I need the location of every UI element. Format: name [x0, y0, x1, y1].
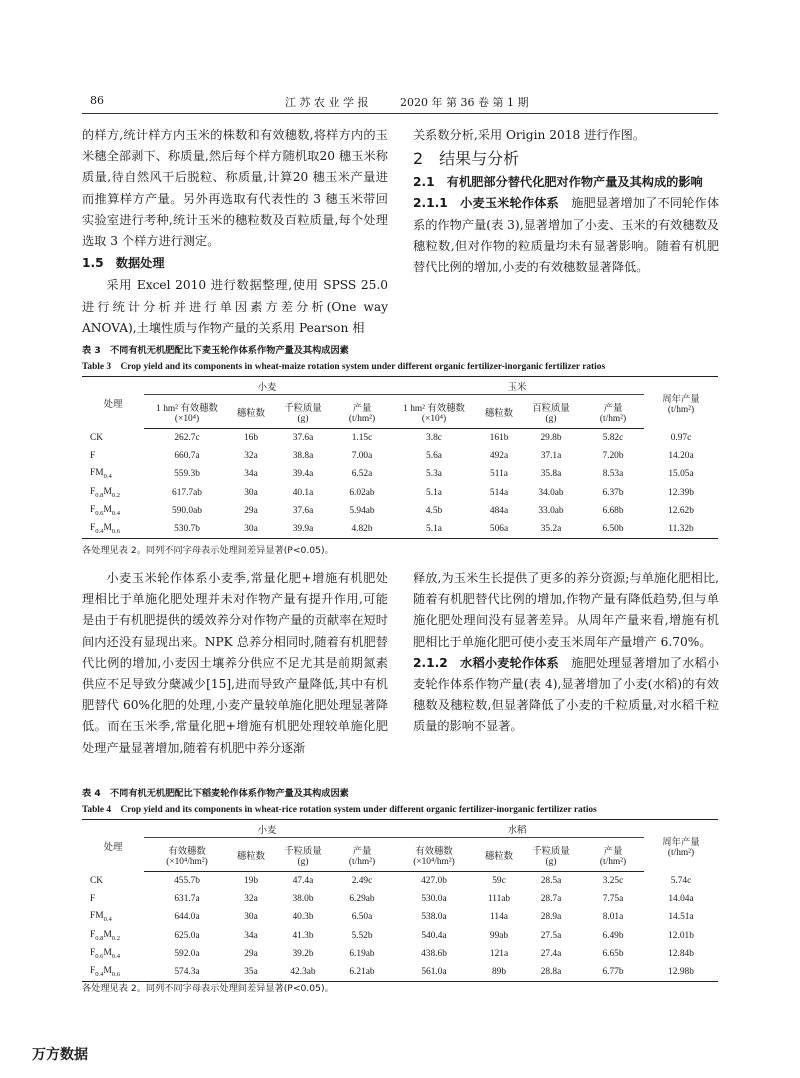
data-cell: 559.3b — [174, 469, 200, 480]
data-cell: 32a — [244, 893, 258, 904]
data-cell: 455.7b — [174, 875, 200, 886]
table3-body — [82, 429, 718, 539]
table-row — [82, 945, 718, 963]
table-4 — [82, 819, 718, 982]
left-column-upper — [82, 125, 388, 339]
data-cell: 19b — [243, 875, 259, 886]
data-cell: 14.20a — [668, 450, 694, 461]
data-cell: 12.98b — [644, 963, 718, 981]
left-column-lower — [82, 568, 388, 759]
table-3 — [82, 376, 718, 539]
treatment-cell: $FM_{0.4}$ — [90, 468, 112, 481]
data-cell: 6.65b — [602, 948, 624, 959]
data-cell: 506a — [478, 520, 520, 538]
treatment-cell: F — [90, 450, 96, 461]
col-header: 有效穗数 (×10⁴/hm²) — [390, 838, 478, 872]
data-cell: 8.01a — [602, 912, 624, 923]
data-cell: 514a — [489, 487, 509, 498]
data-cell: 34a — [244, 469, 258, 480]
data-cell: 89b — [478, 963, 520, 981]
data-cell: 35.2a — [520, 520, 582, 538]
treatment-cell: CK — [90, 432, 104, 443]
data-cell: 37.1a — [540, 450, 562, 461]
table3-caption-en: Table 3 Crop yield and its components in wheat-maize rotation system under different organic fertilizer-inorganic fertilizer ratios — [82, 362, 606, 372]
data-cell: 37.6a — [292, 432, 314, 443]
col-header: 产量 (t/hm²) — [334, 838, 390, 872]
data-cell: 6.37b — [602, 487, 624, 498]
table-row — [82, 502, 718, 520]
treatment-cell: $F_{0.4}M_{0.6}$ — [82, 963, 144, 981]
data-cell: 27.5a — [540, 930, 562, 941]
data-cell: 114a — [490, 912, 508, 923]
col-header: 千粒质量 (g) — [520, 838, 582, 872]
data-cell: 6.21ab — [334, 963, 390, 981]
col-header: 产量 (t/hm²) — [582, 395, 644, 429]
data-cell: 29a — [244, 948, 258, 959]
col-header: 产量 (t/hm²) — [582, 838, 644, 872]
col-header-annual: 周年产量 (t/hm²) — [644, 377, 718, 429]
data-cell: 32a — [244, 450, 258, 461]
data-cell: 5.52b — [351, 930, 373, 941]
table3-caption-cn: 表 3 不同有机无机肥配比下麦玉轮作体系作物产量及其构成因素 — [82, 345, 349, 356]
data-cell: 29.8b — [540, 432, 562, 443]
data-cell: 3.8c — [426, 432, 442, 443]
data-cell: 484a — [489, 505, 509, 516]
treatment-cell: $F_{0.8}M_{0.2}$ — [90, 486, 121, 499]
col-header: 穗粒数 — [478, 838, 520, 872]
data-cell: 59c — [492, 875, 506, 886]
treatment-cell: F — [90, 893, 96, 904]
col-header: 产量 (t/hm²) — [334, 395, 390, 429]
data-cell: 6.68b — [602, 505, 624, 516]
data-cell: 4.82b — [334, 520, 390, 538]
group-header-wheat: 小麦 — [144, 377, 390, 395]
data-cell: 34.0ab — [538, 487, 564, 498]
table-row — [82, 926, 718, 944]
table-row — [82, 447, 718, 465]
data-cell: 99ab — [489, 930, 509, 941]
col-header: 千粒质量 (g) — [272, 838, 334, 872]
data-cell: 660.7a — [174, 450, 200, 461]
data-cell: 35a — [230, 963, 272, 981]
col-header-annual: 周年产量 (t/hm²) — [644, 820, 718, 872]
data-cell: 6.29ab — [349, 893, 375, 904]
data-cell: 5.6a — [426, 450, 442, 461]
col-header: 有效穗数 (×10⁴/hm²) — [144, 838, 230, 872]
col-header: 1 hm² 有效穗数 (×10⁴) — [390, 395, 478, 429]
section-heading-2-1: 2.1 有机肥部分替代化肥对作物产量及其构成的影响 — [413, 175, 703, 190]
data-cell: 38.8a — [292, 450, 314, 461]
data-cell: 8.53a — [602, 469, 624, 480]
table4-caption-cn: 表 4 不同有机无机肥配比下稻麦轮作体系作物产量及其构成因素 — [82, 788, 349, 799]
section-heading-2-1-1: 2.1.1 小麦玉米轮作体系 — [413, 196, 559, 211]
data-cell: 39.4a — [292, 469, 314, 480]
data-cell: 7.20b — [602, 450, 624, 461]
paragraph: 关系数分析,采用 Origin 2018 进行作图。 — [413, 128, 646, 142]
data-cell: 590.0ab — [172, 505, 202, 516]
table-row — [82, 429, 718, 447]
data-cell: 40.3b — [292, 912, 314, 923]
data-cell: 2.49c — [351, 875, 373, 886]
data-cell: 5.1a — [426, 487, 442, 498]
data-cell: 625.0a — [174, 930, 200, 941]
data-cell: 530.7b — [144, 520, 230, 538]
data-cell: 538.0a — [421, 912, 447, 923]
paragraph: 释放,为玉米生长提供了更多的养分资源;与单施化肥相比,随着有机肥替代比例的增加,作物产量有降低趋势,但与单施化肥处理间没有显著差异。从周年产量来看,增施有机肥相比于单施化肥可使小麦玉米周年产量增产 6.70%。 — [413, 571, 719, 649]
data-cell: 262.7c — [174, 432, 200, 443]
data-cell: 7.75a — [602, 893, 624, 904]
col-header-treatment: 处理 — [82, 820, 144, 872]
data-cell: 11.32b — [644, 520, 718, 538]
data-cell: 438.6b — [421, 948, 447, 959]
header-rule — [82, 113, 718, 114]
data-cell: 39.9a — [272, 520, 334, 538]
col-header: 千粒质量 (g) — [272, 395, 334, 429]
data-cell: 6.50a — [351, 912, 373, 923]
data-cell: 4.5b — [425, 505, 443, 516]
col-header: 穗粒数 — [230, 838, 272, 872]
journal-issue: 2020 年 第 36 卷 第 1 期 — [400, 96, 529, 109]
data-cell: 5.94ab — [349, 505, 375, 516]
treatment-cell: $F_{0.6}M_{0.4}$ — [90, 947, 121, 960]
data-cell: 27.4a — [540, 948, 562, 959]
data-cell: 47.4a — [292, 875, 314, 886]
data-cell: 574.3a — [144, 963, 230, 981]
data-cell: 14.04a — [668, 893, 694, 904]
data-cell: 7.00a — [351, 450, 373, 461]
data-cell: 12.62b — [668, 505, 694, 516]
data-cell: 617.7ab — [172, 487, 202, 498]
data-cell: 5.82c — [602, 432, 624, 443]
right-column-lower — [413, 568, 719, 738]
table-row — [82, 872, 718, 890]
data-cell: 34a — [244, 930, 258, 941]
col-header-treatment: 处理 — [82, 377, 144, 429]
table-row — [82, 483, 718, 501]
data-cell: 540.4a — [421, 930, 447, 941]
table-row — [82, 465, 718, 483]
group-header-maize: 玉米 — [390, 377, 644, 395]
paragraph: 小麦玉米轮作体系小麦季,常量化肥+增施有机肥处理相比于单施化肥处理并未对作物产量有提升作用,可能是由于有机肥提供的缓效养分对作物产量的贡献率在短时间内还没有显现出来。NPK 总养分相同时,随着有机肥替代比例的增加,小麦因土壤养分供应不足尤其是前期氮素供应不足导致分蘖减少[15],进而导致产量降低,其中有机肥替代 60%化肥的处理,小麦产量较单施化肥处理显著降低。而在玉米季,常量化肥+增施有机肥处理较单施化肥处理产量显著增加,随着有机肥中养分逐渐 — [82, 571, 388, 755]
data-cell: 427.0b — [421, 875, 447, 886]
section-heading-1-5: 1.5 数据处理 — [82, 256, 165, 271]
data-cell: 30a — [244, 487, 258, 498]
data-cell: 492a — [489, 450, 509, 461]
table-row — [82, 890, 718, 908]
col-header: 穗粒数 — [230, 395, 272, 429]
paragraph: 施肥处理显著增加了水稻小麦轮作体系作物产量(表 4),显著增加了小麦(水稻)的有效穗数及穗粒数,但显著降低了小麦的千粒质量,对水稻千粒质量的影响不显著。 — [413, 655, 720, 734]
data-cell: 561.0a — [390, 963, 478, 981]
section-heading-2: 2 结果与分析 — [413, 149, 520, 169]
treatment-cell: $F_{0.6}M_{0.4}$ — [90, 504, 121, 517]
table3-note: 各处理见表 2。同列不同字母表示处理间差异显著(P<0.05)。 — [82, 545, 334, 556]
data-cell: 37.6a — [292, 505, 314, 516]
data-cell: 39.2b — [292, 948, 314, 959]
page-number: 86 — [90, 94, 104, 107]
data-cell: 41.3b — [292, 930, 314, 941]
data-cell: 631.7a — [174, 893, 200, 904]
table4-body — [82, 872, 718, 982]
data-cell: 6.52a — [351, 469, 373, 480]
data-cell: 6.49b — [602, 930, 624, 941]
data-cell: 121a — [489, 948, 509, 959]
data-cell: 511a — [490, 469, 508, 480]
col-header: 1 hm² 有效穗数 (×10⁴) — [144, 395, 230, 429]
treatment-cell: $F_{0.4}M_{0.6}$ — [82, 520, 144, 538]
data-cell: 3.25c — [602, 875, 624, 886]
data-cell: 1.15c — [351, 432, 373, 443]
data-cell: 30a — [230, 520, 272, 538]
journal-name: 江 苏 农 业 学 报 — [285, 96, 369, 109]
table-row — [82, 520, 718, 538]
col-header: 穗粒数 — [478, 395, 520, 429]
data-cell: 5.3a — [426, 469, 442, 480]
table-row — [82, 963, 718, 981]
paragraph: 采用 Excel 2010 进行数据整理,使用 SPSS 25.0进行统计分析并进行单因素方差分析(One way ANOVA),土壤性质与作物产量的关系用 Pearson 相 — [82, 278, 388, 335]
data-cell: 40.1a — [292, 487, 314, 498]
data-cell: 38.0b — [292, 893, 314, 904]
data-cell: 16b — [243, 432, 259, 443]
group-header-wheat: 小麦 — [144, 820, 390, 838]
data-cell: 6.19ab — [349, 948, 375, 959]
table4-caption-en: Table 4 Crop yield and its components in wheat-rice rotation system under different organic fertilizer-inorganic fertilizer ratios — [82, 805, 597, 815]
group-header-rice: 水稻 — [390, 820, 644, 838]
data-cell: 12.01b — [668, 930, 694, 941]
data-cell: 28.5a — [540, 875, 562, 886]
data-cell: 6.02ab — [349, 487, 375, 498]
data-cell: 42.3ab — [272, 963, 334, 981]
paragraph: 施肥显著增加了不同轮作体系的作物产量(表 3),显著增加了小麦、玉米的有效穗数及穗粒数,但对作物的粒质量均未有显著影响。随着有机肥替代比例的增加,小麦的有效穗数显著降低。 — [413, 196, 720, 275]
data-cell: 6.50b — [582, 520, 644, 538]
data-cell: 5.1a — [390, 520, 478, 538]
data-cell: 28.9a — [540, 912, 562, 923]
data-cell: 33.0ab — [538, 505, 564, 516]
section-heading-2-1-2: 2.1.2 水稻小麦轮作体系 — [413, 655, 559, 670]
watermark: 万方数据 — [32, 1047, 88, 1063]
table-row — [82, 908, 718, 926]
data-cell: 6.77b — [582, 963, 644, 981]
data-cell: 28.7a — [540, 893, 562, 904]
data-cell: 30a — [244, 912, 258, 923]
data-cell: 5.74c — [670, 875, 692, 886]
table4-note: 各处理见表 2。同列不同字母表示处理间差异显著(P<0.05)。 — [82, 983, 334, 994]
treatment-cell: CK — [90, 875, 104, 886]
data-cell: 14.51a — [668, 912, 694, 923]
treatment-cell: $FM_{0.4}$ — [90, 911, 112, 924]
data-cell: 111ab — [487, 893, 511, 904]
paragraph: 的样方,统计样方内玉米的株数和有效穗数,将样方内的玉米穗全部剥下、称质量,然后每个样方随机取20 穗玉米称质量,待自然风干后脱粒、称质量,计算20 穗玉米产量进而推算样方产量。另外再选取有代表性的 3 穗玉米带回实验室进行考种,统计玉米的穗粒数及百粒质量,每个处理选取 3 个样方进行测定。 — [82, 128, 388, 249]
data-cell: 530.0a — [421, 893, 447, 904]
data-cell: 592.0a — [174, 948, 200, 959]
right-column-upper — [413, 125, 719, 278]
data-cell: 12.39b — [668, 487, 694, 498]
data-cell: 28.8a — [520, 963, 582, 981]
data-cell: 161b — [489, 432, 509, 443]
data-cell: 29a — [244, 505, 258, 516]
data-cell: 12.84b — [668, 948, 694, 959]
treatment-cell: $F_{0.8}M_{0.2}$ — [90, 929, 121, 942]
data-cell: 15.05a — [668, 469, 694, 480]
col-header: 百粒质量 (g) — [520, 395, 582, 429]
data-cell: 35.8a — [540, 469, 562, 480]
data-cell: 644.0a — [174, 912, 200, 923]
data-cell: 0.97c — [670, 432, 692, 443]
